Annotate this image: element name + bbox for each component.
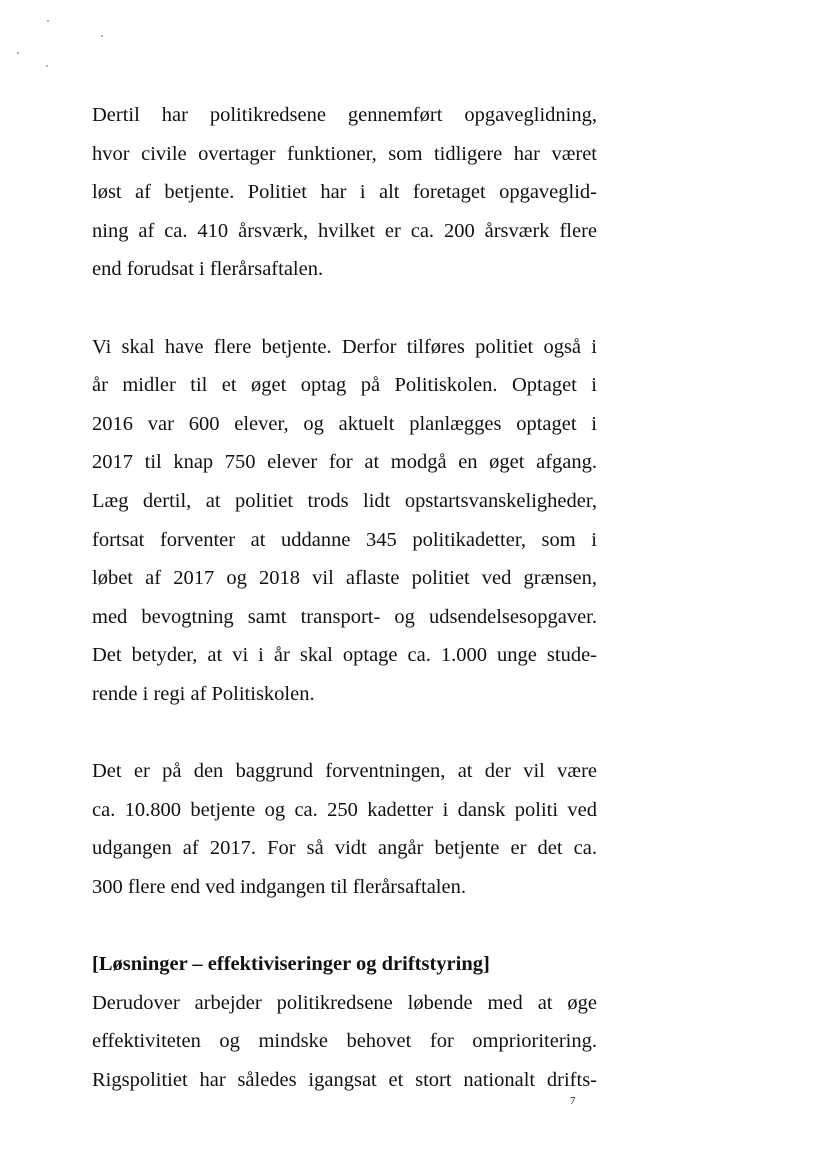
text-line: Det betyder, at vi i år skal optage ca. 1.000 unge stude-	[92, 644, 597, 667]
scan-speck	[101, 35, 103, 37]
text-line: ca. 10.800 betjente og ca. 250 kadetter i dansk politi ved	[92, 798, 597, 821]
text-line: Det er på den baggrund forventningen, at der vil være	[92, 760, 597, 783]
text-line: 300 flere end ved indgangen til flerårsaftalen.	[92, 875, 466, 898]
scan-speck	[17, 52, 19, 54]
text-line: 2017 til knap 750 elever for at modgå en øget afgang.	[92, 451, 597, 474]
paragraph-gap	[92, 289, 597, 328]
paragraph-gap	[92, 714, 597, 753]
section-heading: [Løsninger – effektiviseringer og driftstyring]	[92, 953, 490, 976]
scan-speck	[47, 20, 49, 22]
text-line: 2016 var 600 elever, og aktuelt planlægges optaget i	[92, 412, 597, 435]
text-line: Vi skal have flere betjente. Derfor tilføres politiet også i	[92, 335, 597, 358]
text-line: Læg dertil, at politiet trods lidt opstartsvanskeligheder,	[92, 489, 597, 512]
paragraph-effektivisering	[92, 984, 597, 1100]
text-line: fortsat forventer at uddanne 345 politikadetter, som i	[92, 528, 597, 551]
text-line: udgangen af 2017. For så vidt angår betjente er det ca.	[92, 837, 597, 860]
text-line: løst af betjente. Politiet har i alt foretaget opgaveglid-	[92, 181, 597, 204]
paragraph-gap	[92, 906, 597, 945]
text-line: end forudsat i flerårsaftalen.	[92, 258, 324, 281]
text-line: Derudover arbejder politikredsene løbende med at øge	[92, 991, 597, 1014]
paragraph-flere-betjente	[92, 328, 597, 714]
page-number: 7	[570, 1095, 576, 1107]
text-line: år midler til et øget optag på Politiskolen. Optaget i	[92, 374, 597, 397]
text-line: med bevogtning samt transport- og udsendelsesopgaver.	[92, 605, 597, 628]
text-line: hvor civile overtager funktioner, som tidligere har været	[92, 142, 597, 165]
text-line: effektiviteten og mindske behovet for omprioritering.	[92, 1030, 597, 1053]
text-line: Rigspolitiet har således igangsat et stort nationalt drifts-	[92, 1068, 597, 1091]
text-line: ning af ca. 410 årsværk, hvilket er ca. 200 årsværk flere	[92, 219, 597, 242]
paragraph-forventning	[92, 752, 597, 906]
paragraph-opgaveglidning	[92, 96, 597, 289]
scan-speck	[46, 65, 48, 67]
document-body	[92, 96, 597, 1099]
text-line: Dertil har politikredsene gennemført opgaveglidning,	[92, 104, 597, 126]
text-line: løbet af 2017 og 2018 vil aflaste politiet ved grænsen,	[92, 567, 597, 590]
text-line: rende i regi af Politiskolen.	[92, 682, 315, 705]
